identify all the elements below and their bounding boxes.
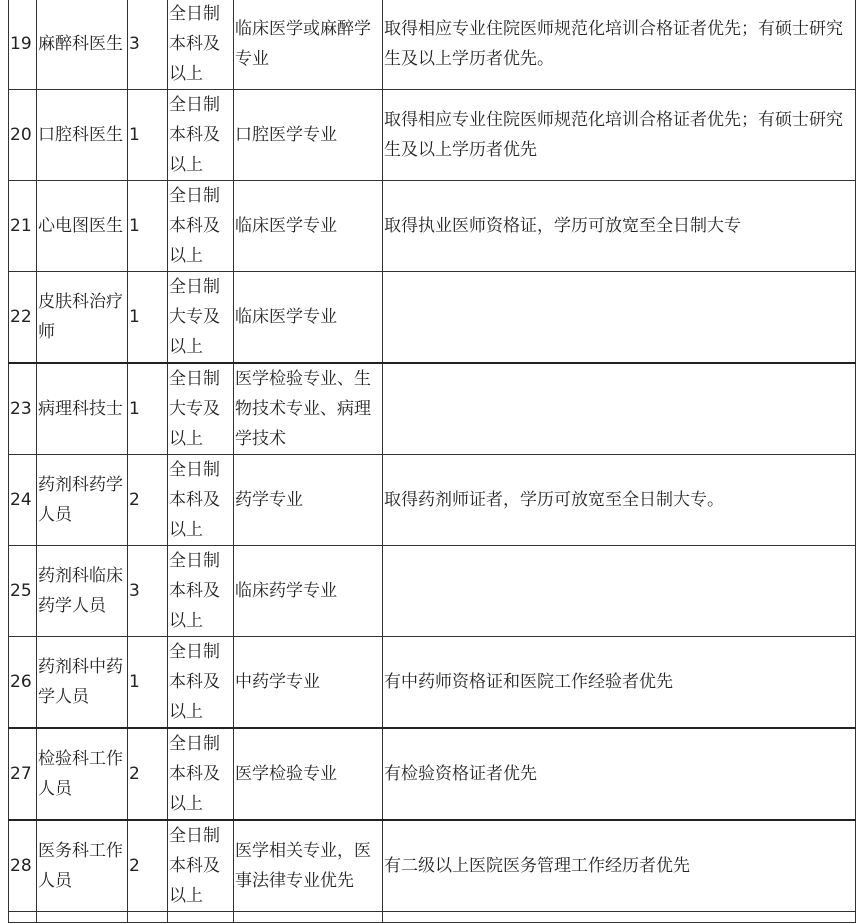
row-number-cell: 28 (9, 820, 37, 912)
row-number-cell: 27 (9, 728, 37, 820)
requirements-cell: 取得相应专业住院医师规范化培训合格证者优先；有硕士研究生及以上学历者优先。 (383, 0, 856, 90)
headcount-cell: 1 (128, 90, 168, 181)
table-body (9, 0, 856, 923)
position-cell: 医务科工作人员 (37, 820, 128, 912)
requirements-cell: 有中药师资格证和医院工作经验者优先 (383, 637, 856, 729)
major-cell: 临床医学专业 (234, 181, 383, 272)
partial-cell (168, 912, 234, 923)
requirements-cell: 有二级以上医院医务管理工作经历者优先 (383, 820, 856, 912)
education-cell: 全日制本科及以上 (168, 637, 234, 729)
partial-cell (9, 912, 37, 923)
partial-cell (128, 912, 168, 923)
requirements-cell: 取得执业医师资格证，学历可放宽至全日制大专 (383, 181, 856, 272)
table-row (9, 181, 856, 272)
headcount-cell: 2 (128, 728, 168, 820)
table-row (9, 728, 856, 820)
table-row (9, 90, 856, 181)
major-cell: 医学相关专业，医事法律专业优先 (234, 820, 383, 912)
headcount-cell: 2 (128, 455, 168, 546)
position-cell: 口腔科医生 (37, 90, 128, 181)
requirements-cell: 取得相应专业住院医师规范化培训合格证者优先；有硕士研究生及以上学历者优先 (383, 90, 856, 181)
row-number-cell: 25 (9, 546, 37, 637)
major-cell: 临床医学专业 (234, 272, 383, 364)
headcount-cell: 1 (128, 637, 168, 729)
education-cell: 全日制本科及以上 (168, 90, 234, 181)
position-cell: 药剂科药学人员 (37, 455, 128, 546)
partial-cell (37, 912, 128, 923)
recruitment-table-wrapper (8, 0, 858, 923)
table-row (9, 546, 856, 637)
education-cell: 全日制大专及以上 (168, 363, 234, 455)
major-cell: 临床医学或麻醉学专业 (234, 0, 383, 90)
education-cell: 全日制本科及以上 (168, 728, 234, 820)
education-cell: 全日制本科及以上 (168, 181, 234, 272)
table-row (9, 0, 856, 90)
row-number-cell: 19 (9, 0, 37, 90)
requirements-cell: 有检验资格证者优先 (383, 728, 856, 820)
headcount-cell: 3 (128, 546, 168, 637)
headcount-cell: 3 (128, 0, 168, 90)
table-row (9, 455, 856, 546)
headcount-cell: 1 (128, 272, 168, 364)
row-number-cell: 24 (9, 455, 37, 546)
table-row (9, 820, 856, 912)
position-cell: 病理科技士 (37, 363, 128, 455)
recruitment-table (8, 0, 856, 923)
position-cell: 检验科工作人员 (37, 728, 128, 820)
table-row (9, 637, 856, 729)
position-cell: 药剂科中药学人员 (37, 637, 128, 729)
table-row-partial (9, 912, 856, 923)
major-cell: 医学检验专业、生物技术专业、病理学技术 (234, 363, 383, 455)
education-cell: 全日制本科及以上 (168, 0, 234, 90)
row-number-cell: 21 (9, 181, 37, 272)
education-cell: 全日制本科及以上 (168, 455, 234, 546)
major-cell: 临床药学专业 (234, 546, 383, 637)
requirements-cell (383, 363, 856, 455)
row-number-cell: 22 (9, 272, 37, 364)
row-number-cell: 26 (9, 637, 37, 729)
partial-cell (234, 912, 383, 923)
major-cell: 医学检验专业 (234, 728, 383, 820)
position-cell: 心电图医生 (37, 181, 128, 272)
row-number-cell: 23 (9, 363, 37, 455)
requirements-cell (383, 272, 856, 364)
position-cell: 皮肤科治疗师 (37, 272, 128, 364)
row-number-cell: 20 (9, 90, 37, 181)
education-cell: 全日制本科及以上 (168, 546, 234, 637)
education-cell: 全日制本科及以上 (168, 820, 234, 912)
headcount-cell: 1 (128, 363, 168, 455)
major-cell: 口腔医学专业 (234, 90, 383, 181)
requirements-cell: 取得药剂师证者，学历可放宽至全日制大专。 (383, 455, 856, 546)
table-row (9, 363, 856, 455)
partial-cell (383, 912, 856, 923)
position-cell: 麻醉科医生 (37, 0, 128, 90)
requirements-cell (383, 546, 856, 637)
headcount-cell: 2 (128, 820, 168, 912)
education-cell: 全日制大专及以上 (168, 272, 234, 364)
major-cell: 药学专业 (234, 455, 383, 546)
position-cell: 药剂科临床药学人员 (37, 546, 128, 637)
headcount-cell: 1 (128, 181, 168, 272)
table-row (9, 272, 856, 364)
major-cell: 中药学专业 (234, 637, 383, 729)
